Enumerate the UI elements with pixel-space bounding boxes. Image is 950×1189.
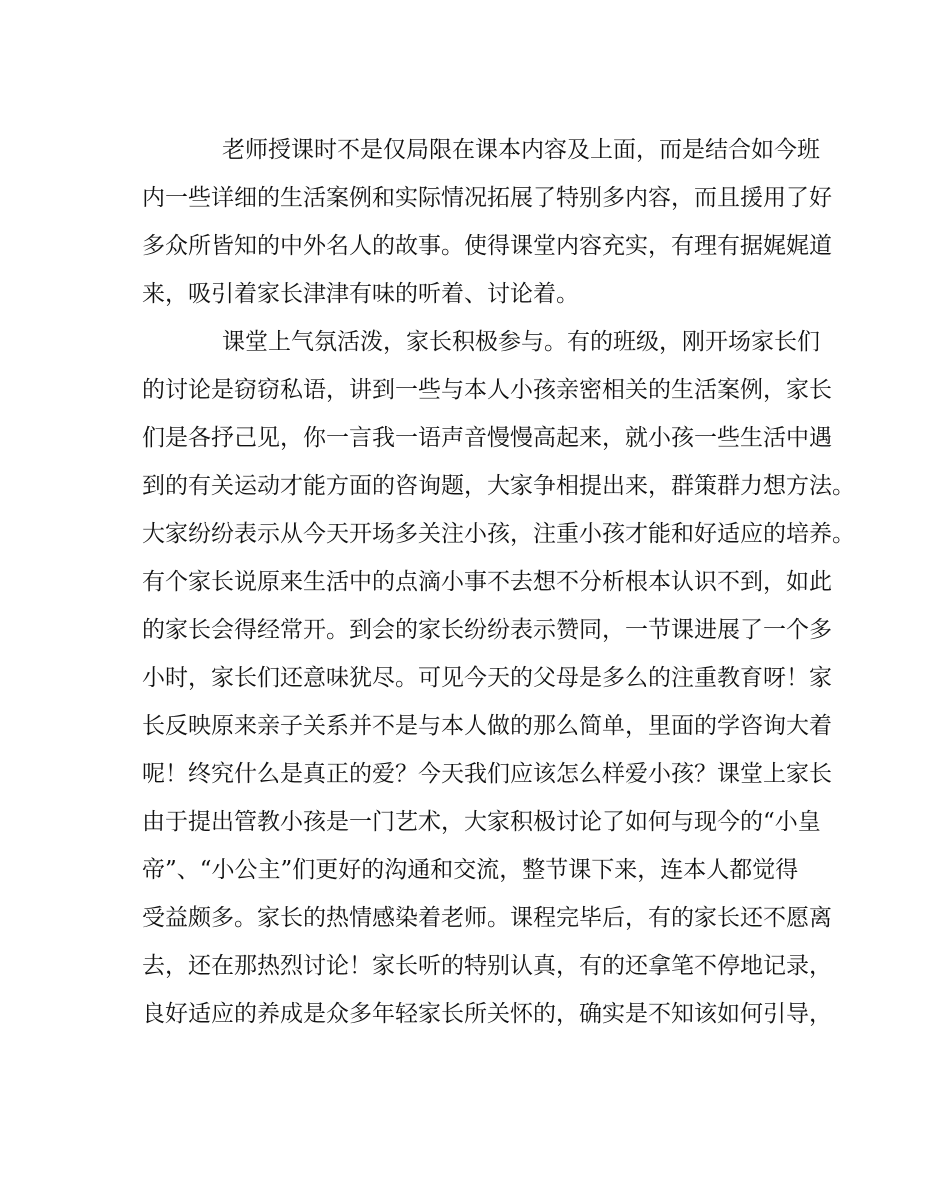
paragraph-2-line-10: 呢！终究什么是真正的爱？今天我们应该怎么样爱小孩？课堂上家长: [142, 761, 832, 787]
paragraph-2-line-14: 去，还在那热烈讨论！家长听的特别认真，有的还拿笔不停地记录，: [142, 953, 832, 979]
paragraph-2-line-5: 大家纷纷表示从今天开场多关注小孩，注重小孩才能和好适应的培养。: [142, 521, 855, 547]
paragraph-1-line-4: 来，吸引着家长津津有味的听着、讨论着。: [142, 281, 579, 307]
paragraph-2-line-12: 帝”、“小公主”们更好的沟通和交流，整节课下来，连本人都觉得: [142, 857, 799, 883]
paragraph-2-line-3: 们是各抒己见，你一言我一语声音慢慢高起来，就小孩一些生活中遇: [142, 425, 832, 451]
paragraph-1-line-2: 内一些详细的生活案例和实际情况拓展了特别多内容，而且援用了好: [142, 185, 832, 211]
paragraph-2-line-11: 由于提出管教小孩是一门艺术，大家积极讨论了如何与现今的“小皇: [142, 809, 821, 835]
paragraph-1-line-1: 老师授课时不是仅局限在课本内容及上面，而是结合如今班: [222, 137, 820, 163]
paragraph-2-line-6: 有个家长说原来生活中的点滴小事不去想不分析根本认识不到，如此: [142, 569, 832, 595]
paragraph-2-line-2: 的讨论是窃窃私语，讲到一些与本人小孩亲密相关的生活案例，家长: [142, 377, 832, 403]
paragraph-2-line-4: 到的有关运动才能方面的咨询题，大家争相提出来，群策群力想方法。: [142, 473, 855, 499]
paragraph-2-line-9: 长反映原来亲子关系并不是与本人做的那么简单，里面的学咨询大着: [142, 713, 832, 739]
paragraph-2-line-7: 的家长会得经常开。到会的家长纷纷表示赞同，一节课进展了一个多: [142, 617, 832, 643]
paragraph-2-line-15: 良好适应的养成是众多年轻家长所关怀的，确实是不知该如何引导，: [142, 1001, 832, 1027]
paragraph-1-line-3: 多众所皆知的中外名人的故事。使得课堂内容充实，有理有据娓娓道: [142, 233, 832, 259]
paragraph-2-line-13: 受益颇多。家长的热情感染着老师。课程完毕后，有的家长还不愿离: [142, 905, 832, 931]
paragraph-2-line-1: 课堂上气氛活泼，家长积极参与。有的班级，刚开场家长们: [222, 329, 820, 355]
paragraph-2-line-8: 小时，家长们还意味犹尽。可见今天的父母是多么的注重教育呀！家: [142, 665, 832, 691]
